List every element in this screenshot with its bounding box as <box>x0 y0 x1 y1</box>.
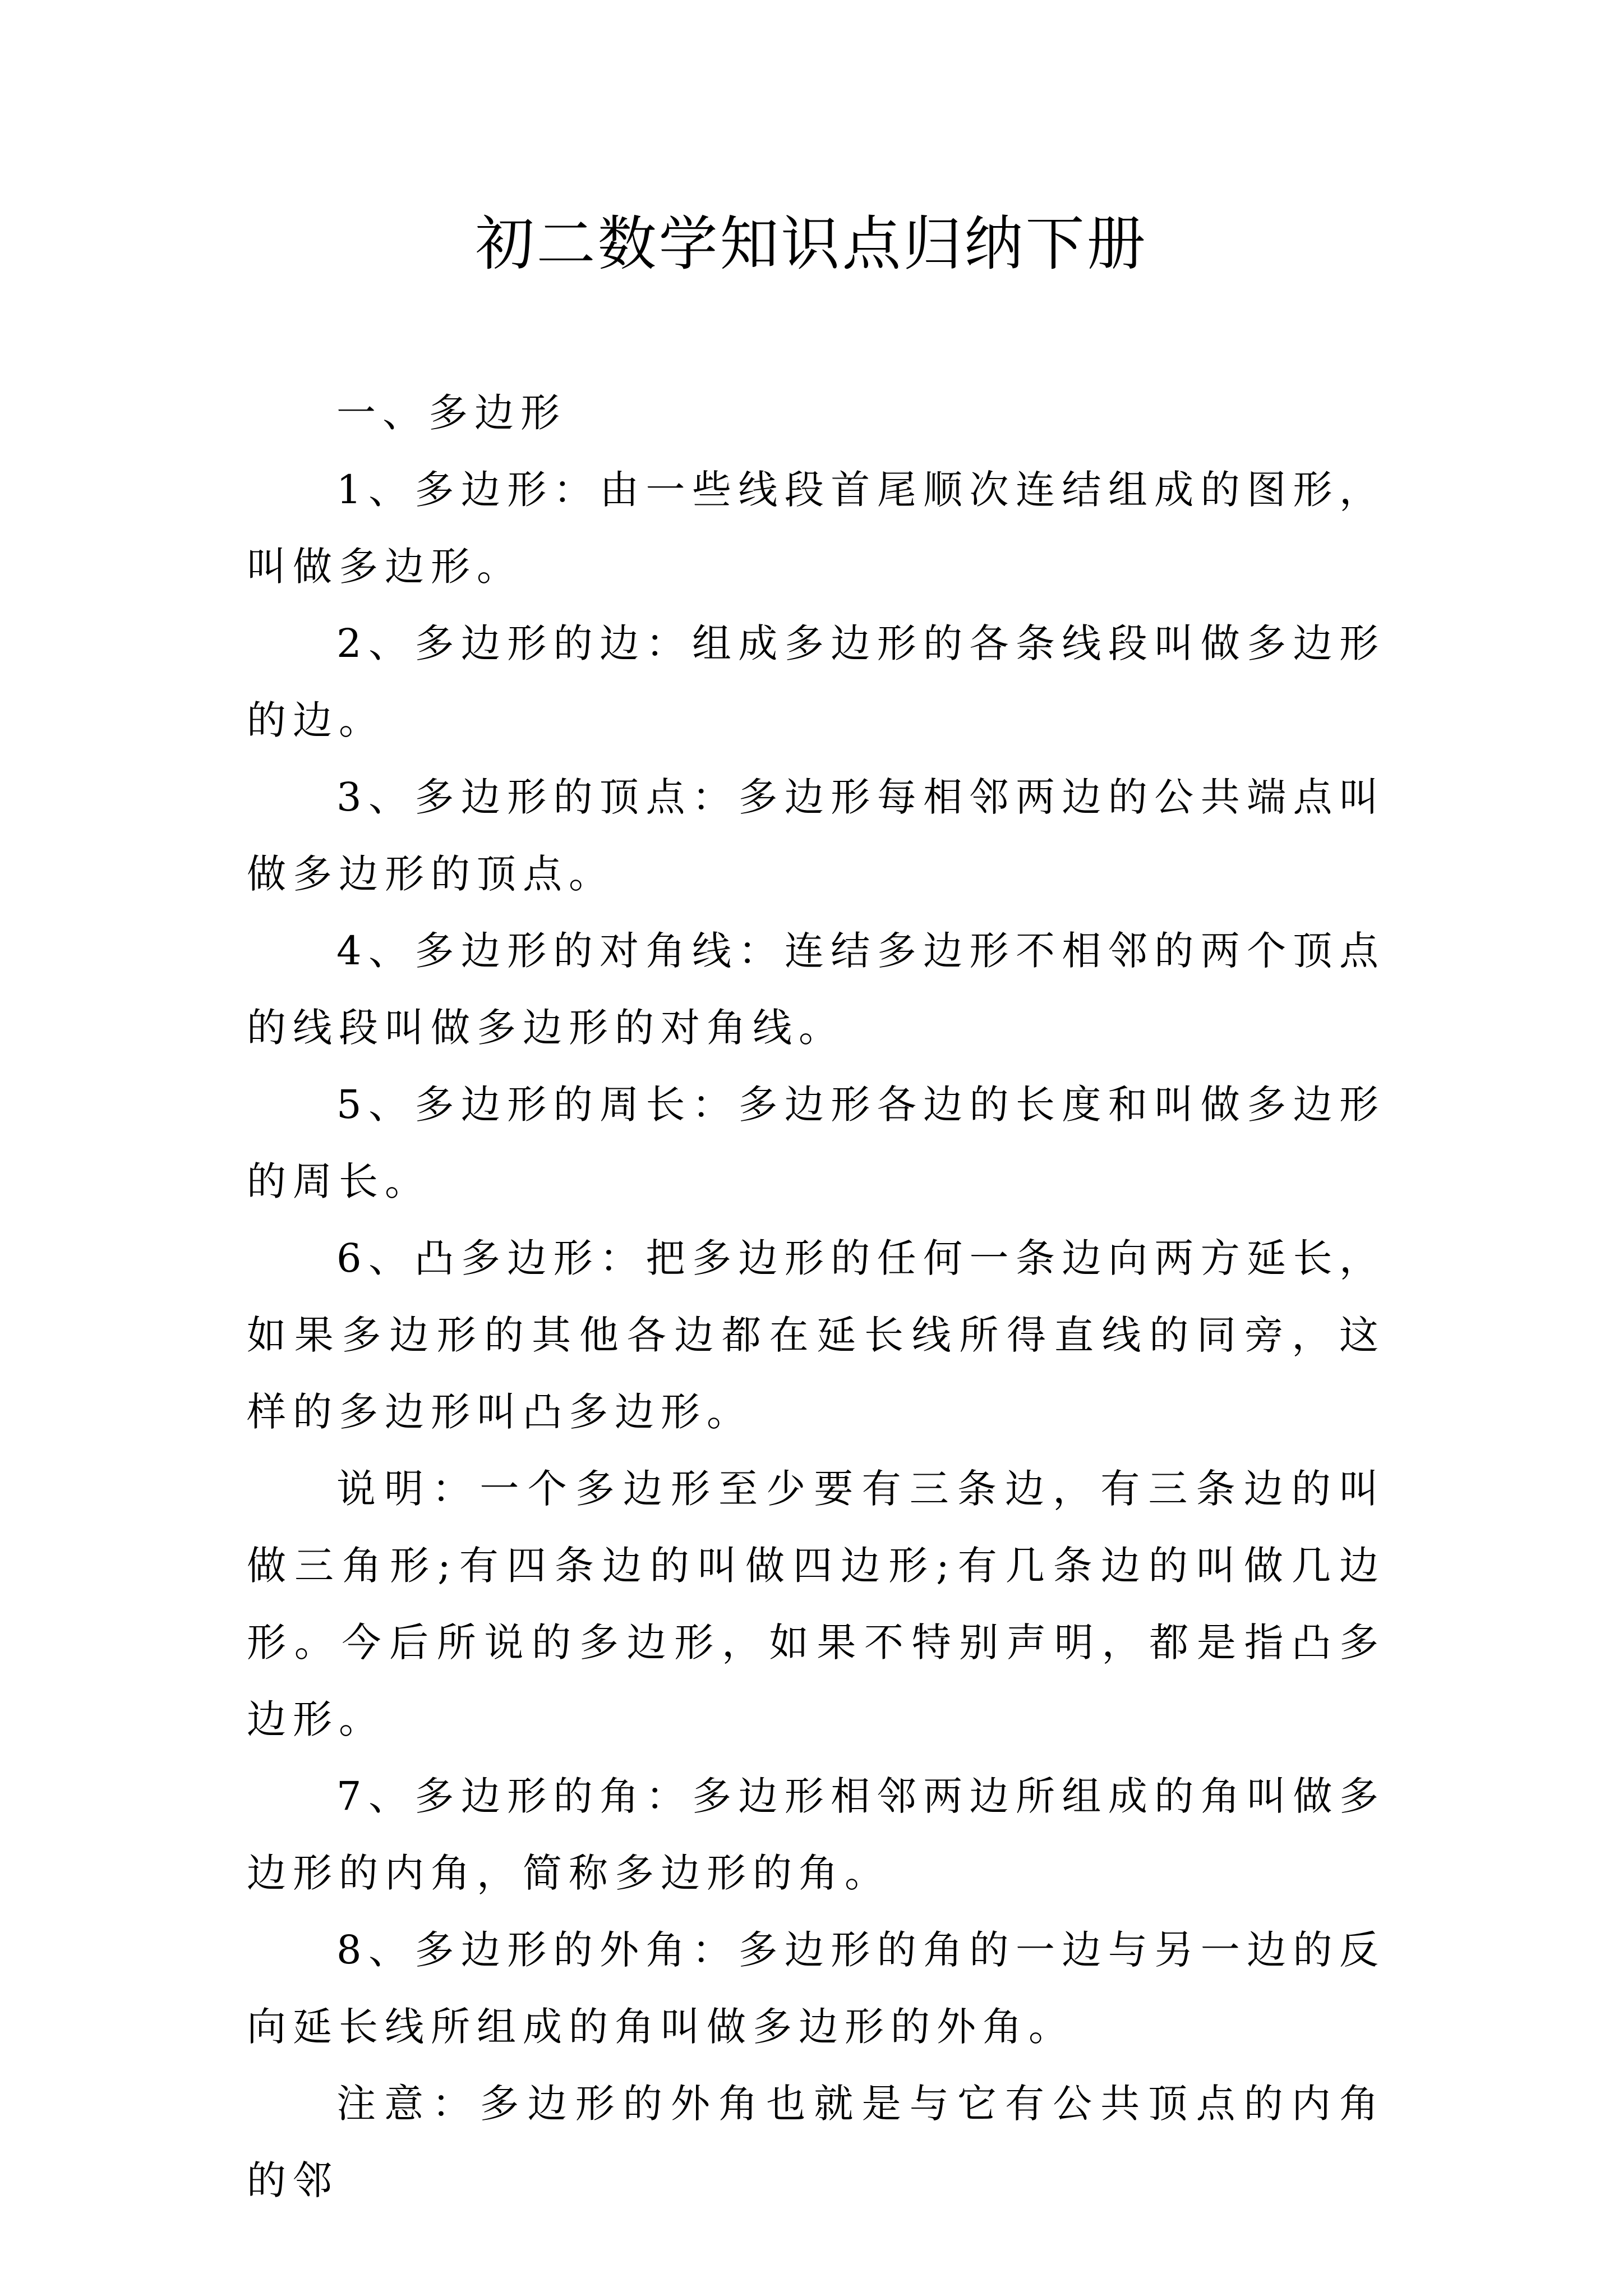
paragraph: 注意：多边形的外角也就是与它有公共顶点的内角的邻 <box>247 2081 1385 2203</box>
document-title: 初二数学知识点归纳下册 <box>475 210 1148 278</box>
paragraph: 4、多边形的对角线：连结多边形不相邻的两个顶点的线段叫做多边形的对角线。 <box>247 928 1385 1051</box>
section-heading: 一、多边形 <box>336 390 566 436</box>
paragraph: 8、多边形的外角：多边形的角的一边与另一边的反向延长线所组成的角叫做多边形的外角。 <box>247 1927 1385 2050</box>
document-body <box>247 375 1385 2219</box>
paragraph: 1、多边形：由一些线段首尾顺次连结组成的图形，叫做多边形。 <box>247 467 1385 590</box>
paragraph: 说明：一个多边形至少要有三条边，有三条边的叫做三角形;有四条边的叫做四边形;有几条边的叫做几边形。今后所说的多边形，如果不特别声明，都是指凸多边形。 <box>247 1466 1385 1742</box>
paragraph: 7、多边形的角：多边形相邻两边所组成的角叫做多边形的内角，简称多边形的角。 <box>247 1773 1385 1896</box>
paragraph: 2、多边形的边：组成多边形的各条线段叫做多边形的边。 <box>247 620 1385 743</box>
paragraph: 5、多边形的周长：多边形各边的长度和叫做多边形的周长。 <box>247 1082 1385 1204</box>
paragraph: 3、多边形的顶点：多边形每相邻两边的公共端点叫做多边形的顶点。 <box>247 774 1385 897</box>
paragraph: 6、凸多边形：把多边形的任何一条边向两方延长，如果多边形的其他各边都在延长线所得直线的同旁，这样的多边形叫凸多边形。 <box>247 1235 1385 1435</box>
